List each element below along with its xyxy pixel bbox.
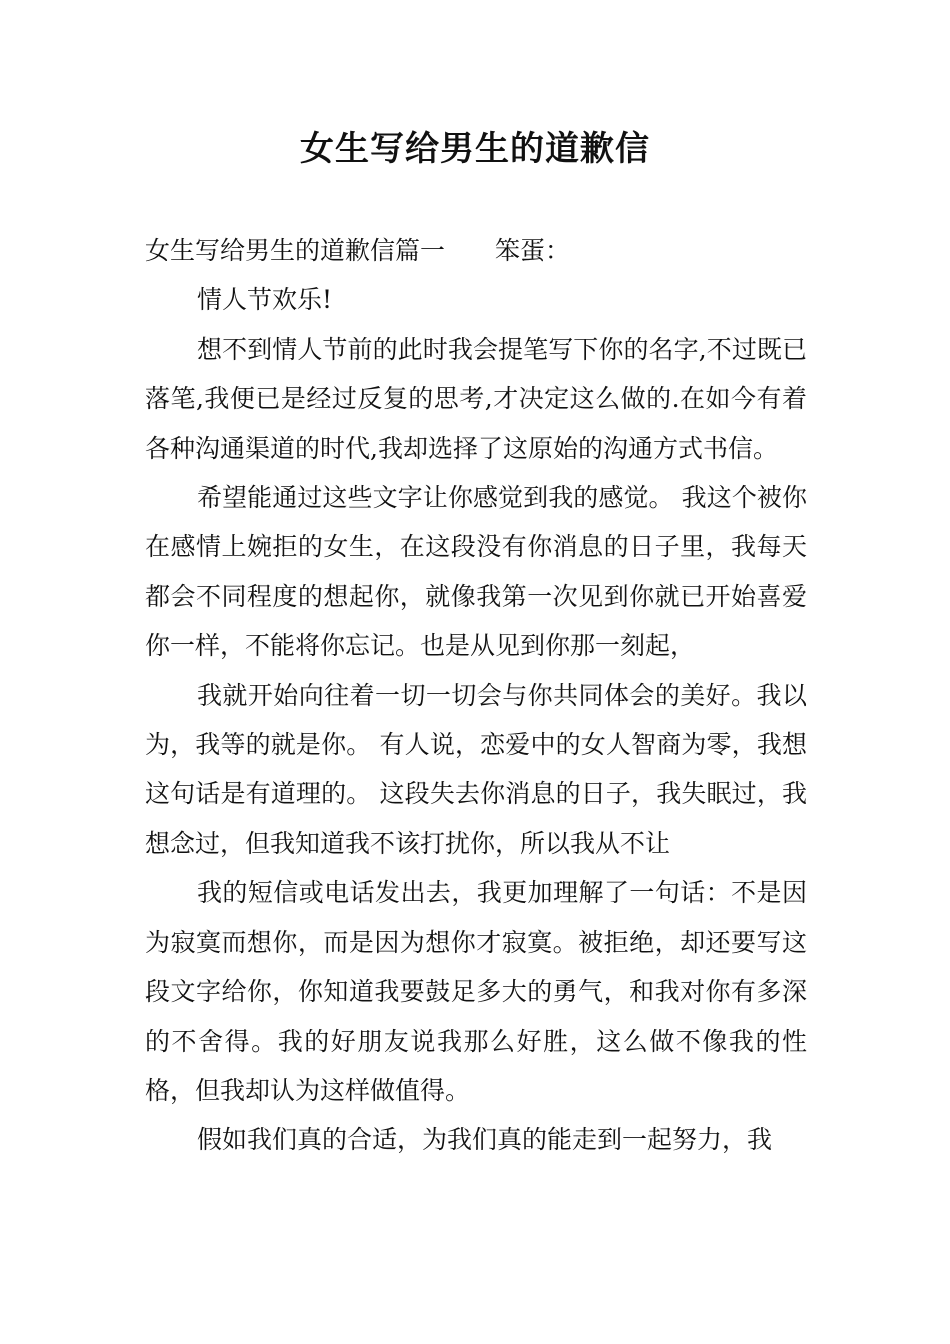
paragraph-6: 假如我们真的合适，为我们真的能走到一起努力，我 [197, 1125, 773, 1155]
paragraph-1: 情人节欢乐! [197, 285, 333, 315]
paragraph-5: 我的短信或电话发出去，我更加理解了一句话：不是因为寂寞而想你，而是因为想你才寂寞。被拒绝，却还要写这段文字给你，你知道我要鼓足多大的勇气，和我对你有多深的不舍得。我的好朋友说我那么好胜，这么做不像我的性格，但我却认为这样做值得。 [145, 878, 807, 1105]
section-subtitle: 女生写给男生的道歉信篇一 [145, 236, 446, 265]
heading-line [145, 226, 807, 275]
document-body [145, 226, 807, 1165]
paragraph-3: 希望能通过这些文字让你感觉到我的感觉。 我这个被你在感情上婉拒的女生，在这段没有你消息的日子里，我每天都会不同程度的想起你，就像我第一次见到你就已开始喜爱你一样，不能将你忘记。也是从见到你那一刻起， [145, 483, 807, 661]
paragraph-2: 想不到情人节前的此时我会提笔写下你的名字,不过既已落笔,我便已是经过反复的思考,才决定这么做的.在如今有着各种沟通渠道的时代,我却选择了这原始的沟通方式书信。 [145, 334, 807, 463]
salutation: 笨蛋： [495, 236, 571, 265]
paragraph-4: 我就开始向往着一切一切会与你共同体会的美好。我以为，我等的就是你。 有人说，恋爱中的女人智商为零，我想这句话是有道理的。 这段失去你消息的日子，我失眠过，我想念过，但我知道我不该打扰你，所以我从不让 [145, 680, 807, 858]
document-title: 女生写给男生的道歉信 [300, 129, 650, 169]
